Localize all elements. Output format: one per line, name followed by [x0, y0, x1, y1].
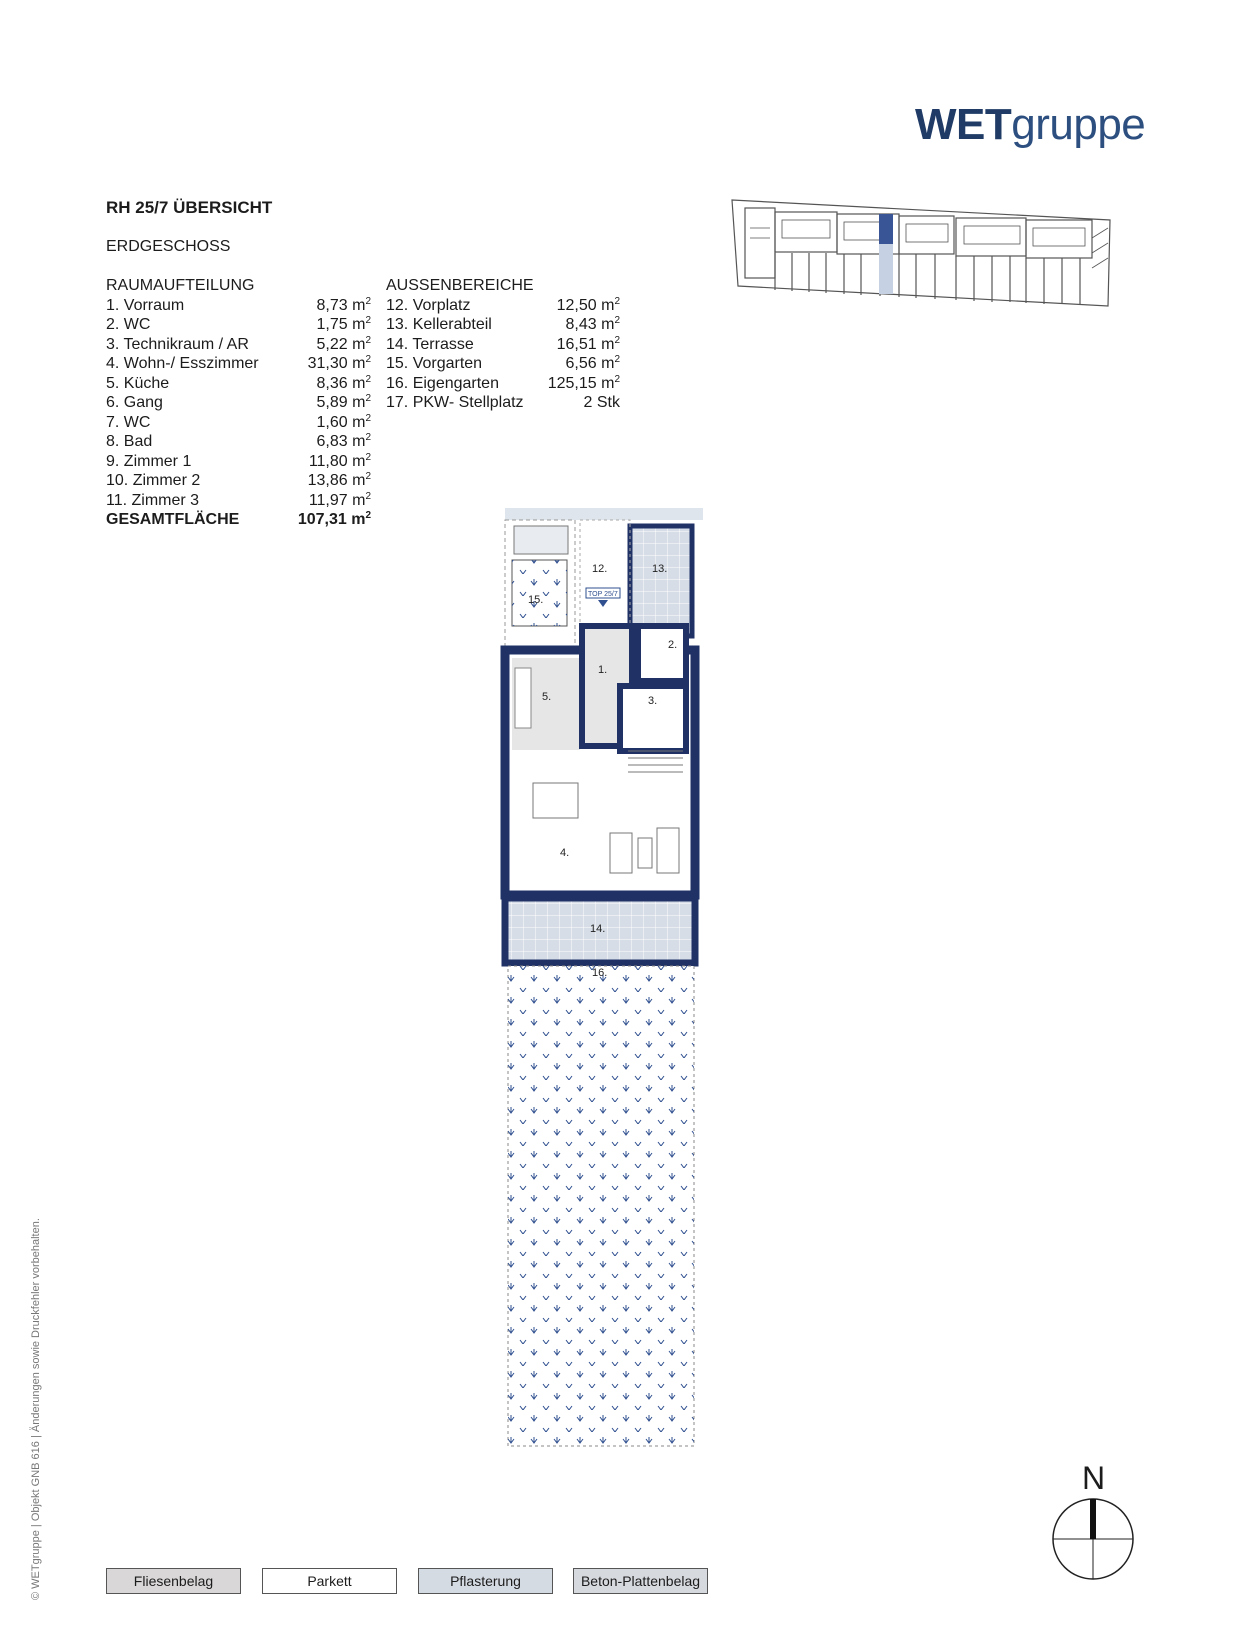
- site-key-plan: [730, 198, 1125, 308]
- outdoor-value: 12,50 $m^2$: [556, 295, 620, 314]
- room-row: [106, 393, 371, 413]
- room-label: 1. Vorraum: [106, 296, 185, 314]
- unit-garden-highlight: [879, 244, 893, 294]
- wc-2: [638, 626, 686, 681]
- room-label: 5. Küche: [106, 374, 170, 392]
- kellerabteil-13: [630, 526, 692, 636]
- unit-tag: TOP 25/7: [588, 591, 618, 598]
- outdoor-row: [386, 315, 620, 335]
- outdoor-row: [386, 335, 620, 355]
- unit-highlight: [879, 214, 893, 244]
- room-label: 9. Zimmer 1: [106, 452, 192, 470]
- total-label: GESAMTFLÄCHE: [106, 511, 240, 528]
- room-value: 13,86 $m^2$: [307, 471, 371, 489]
- room-value: 31,30 $m^2$: [307, 354, 371, 372]
- room-value: 1,60 $m^2$: [316, 412, 371, 431]
- room-row: [106, 432, 371, 452]
- total-value: 107,31 $m^2$: [297, 510, 371, 528]
- label-16: 16.: [592, 967, 608, 979]
- outdoor-row: [386, 374, 620, 394]
- label-5: 5.: [542, 691, 552, 703]
- legend-parkett: Parkett: [262, 1568, 397, 1594]
- room-label: 3. Technikraum / AR: [106, 335, 249, 353]
- outdoor-label: 14. Terrasse: [386, 335, 474, 353]
- label-13: 13.: [652, 563, 668, 575]
- room-value: 11,80 $m^2$: [308, 451, 371, 470]
- label-4: 4.: [560, 847, 570, 859]
- outdoor-row: [386, 296, 620, 316]
- label-12: 12.: [592, 563, 608, 575]
- room-label: 10. Zimmer 2: [106, 472, 201, 489]
- outdoor-list: [386, 276, 620, 413]
- outdoor-label: 13. Kellerabteil: [386, 316, 492, 333]
- legend-fliesenbelag: Fliesenbelag: [106, 1568, 241, 1594]
- company-logo: [915, 100, 1145, 150]
- room-row: [106, 491, 371, 511]
- outdoor-value: 2 Stk: [583, 394, 620, 411]
- vorplatz-12: [580, 520, 630, 635]
- label-1: 1.: [598, 664, 608, 676]
- bins: [514, 526, 568, 554]
- room-row: [106, 452, 371, 472]
- room-label: 7. WC: [106, 413, 151, 431]
- page-title: RH 25/7 ÜBERSICHT: [106, 198, 273, 217]
- outdoor-label: 16. Eigengarten: [386, 374, 499, 392]
- outdoor-value: 125,15 $m^2$: [547, 373, 620, 392]
- room-label: 6. Gang: [106, 394, 163, 411]
- logo-bold: WET: [915, 100, 1012, 149]
- floor-label: ERDGESCHOSS: [106, 238, 231, 255]
- room-label: 11. Zimmer 3: [106, 491, 200, 509]
- compass-north-label: N: [1082, 1460, 1106, 1496]
- outdoor-value: 8,43 $m^2$: [565, 315, 620, 333]
- rooms-list: [106, 276, 371, 530]
- rooms-heading: RAUMAUFTEILUNG: [106, 277, 255, 294]
- room-value: 1,75 $m^2$: [316, 315, 371, 333]
- copyright-note: © WETgruppe | Objekt GNB 616 | Änderungen sowie Druckfehler vorbehalten.: [30, 1218, 42, 1600]
- room-value: 5,22 $m^2$: [316, 334, 371, 353]
- unit-marker: [586, 588, 620, 607]
- room-row: [106, 315, 371, 335]
- compass-icon: [1050, 1496, 1136, 1582]
- room-row: [106, 296, 371, 316]
- room-row: [106, 413, 371, 433]
- outdoor-row: [386, 354, 620, 374]
- outdoor-heading: AUSSENBEREICHE: [386, 277, 534, 294]
- room-row: [106, 374, 371, 394]
- room-value: 8,36 $m^2$: [316, 373, 371, 392]
- outdoor-label: 12. Vorplatz: [386, 296, 471, 314]
- room-value: 6,83 $m^2$: [316, 432, 371, 450]
- room-value: 5,89 $m^2$: [316, 393, 371, 411]
- room-value: 8,73 $m^2$: [316, 295, 371, 314]
- logo-light: gruppe: [1011, 100, 1146, 149]
- legend-pflasterung: Pflasterung: [418, 1568, 553, 1594]
- label-15: 15.: [528, 594, 544, 606]
- label-14: 14.: [590, 923, 606, 935]
- label-2: 2.: [668, 639, 678, 651]
- outdoor-value: 6,56 $m^2$: [565, 354, 620, 372]
- total-row: [106, 510, 371, 530]
- label-3: 3.: [648, 695, 658, 707]
- room-row: [106, 335, 371, 355]
- room-row: [106, 471, 371, 491]
- outdoor-label: 17. PKW- Stellplatz: [386, 394, 524, 411]
- outdoor-value: 16,51 $m^2$: [556, 334, 620, 353]
- room-label: 8. Bad: [106, 433, 153, 450]
- floor-plan: [500, 508, 730, 1498]
- room-label: 2. WC: [106, 316, 151, 333]
- room-row: [106, 354, 371, 374]
- outdoor-row: [386, 393, 620, 413]
- kitchen-counter: [515, 668, 531, 728]
- legend-beton-plattenbelag: Beton-Plattenbelag: [573, 1568, 708, 1594]
- outdoor-label: 15. Vorgarten: [386, 355, 483, 372]
- room-label: 4. Wohn-/ Esszimmer: [106, 355, 259, 372]
- room-value: 11,97 $m^2$: [308, 490, 371, 509]
- front-strip: [505, 508, 703, 520]
